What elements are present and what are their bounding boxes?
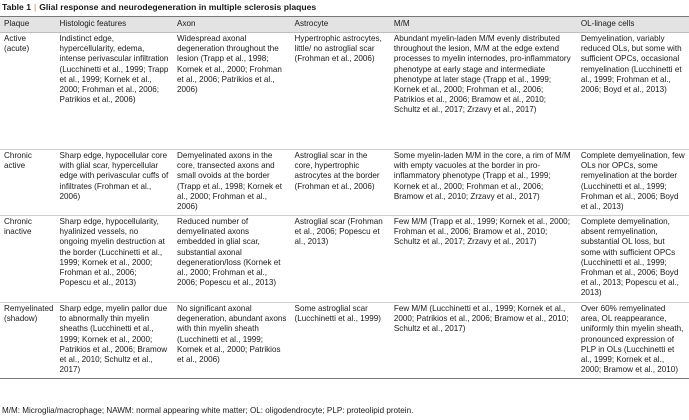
cell-histologic: Sharp edge, myelin pallor due to abnormally thin myelin sheaths (Lucchinetti et al., 1999; Kornek et al., 2000; Patrikios et al., 2006; Bramow et al., 2010; Schultz et al., 2017) (56, 303, 174, 379)
cell-astrocyte: Some astroglial scar (Lucchinetti et al., 1999) (291, 303, 390, 379)
table-caption (2, 2, 316, 13)
caption-separator: | (33, 2, 37, 12)
table-label: Table 1 (2, 2, 31, 12)
table-title: Glial response and neurodegeneration in multiple sclerosis plaques (39, 2, 317, 12)
cell-axon: Demyelinated axons in the core, transected axons and small ovoids at the border (Trapp et al., 1998; Kornek et al., 2000; Frohman et al., 2006) (173, 150, 291, 216)
cell-axon: Reduced number of demyelinated axons embedded in glial scar, substantial axonal degeneration/loss (Kornek et al., 2000; Frohman et al., 2006; Popescu et al., 2013) (173, 216, 291, 303)
cell-ol: Over 60% remyelinated area, OL reappearance, uniformly thin myelin sheath, pronounced expression of PLP in OLs (Lucchinetti et al., 1999; Kornek et al., 2000; Bramow et al., 2010) (577, 303, 689, 379)
cell-axon: No significant axonal degeneration, abundant axons with thin myelin sheath (Lucchinetti et al., 1999; Kornek et al., 2000; Patrikios et al., 2006) (173, 303, 291, 379)
table-row (0, 150, 689, 216)
cell-mm: Few M/M (Trapp et al., 1999; Kornek et al., 2000; Frohman et al., 2006; Bramow et al., 2010; Schultz et al., 2017; Zrzavy et al., 2017) (390, 216, 577, 303)
header-ol-lineage-cells: OL-linage cells (577, 17, 689, 33)
cell-histologic: Indistinct edge, hypercellularity, edema, intense perivascular infiltration (Lucchinetti et al., 1999; Trapp et al., 1999; Kornek et al., 2000; Frohman et al., 2006; Patrikios et al., 2006) (56, 33, 174, 150)
table-footnote: M/M: Microglia/macrophage; NAWM: normal appearing white matter; OL: oligodendrocyte; PLP: proteolipid protein. (2, 406, 414, 415)
header-plaque: Plaque (0, 17, 56, 33)
cell-plaque: Chronic inactive (0, 216, 56, 303)
table-row (0, 216, 689, 303)
header-axon: Axon (173, 17, 291, 33)
cell-astrocyte: Astroglial scar in the core, hypertrophic astrocytes at the border (Frohman et al., 2006) (291, 150, 390, 216)
cell-histologic: Sharp edge, hypocellularity, hyalinized vessels, no ongoing myelin destruction at the border (Lucchinetti et al., 1999; Kornek et al., 2000; Frohman et al., 2006; Popescu et al., 2013) (56, 216, 174, 303)
cell-ol: Demyelination, variably reduced OLs, but some with sufficient OPCs, occasional remyelination (Lucchinetti et al., 1999; Frohman et al., 2006; Boyd et al., 2013) (577, 33, 689, 150)
header-mm: M/M (390, 17, 577, 33)
plaques-table (0, 16, 689, 379)
cell-histologic: Sharp edge, hypocellular core with glial scar, hypercellular edge with perivascular cuffs of infiltrates (Frohman et al., 2006) (56, 150, 174, 216)
table-row (0, 303, 689, 379)
cell-ol: Complete demyelination, absent remyelination, substantial OL loss, but some with sufficient OPCs (Lucchinetti et al., 1999; Frohman et al., 2006; Boyd et al., 2013; Popescu et al., 2013) (577, 216, 689, 303)
cell-mm: Some myelin-laden M/M in the core, a rim of M/M with empty vacuoles at the border in pro-inflammatory phenotype (Trapp et al., 1999; Kornek et al., 2000; Frohman et al., 2006; Bramow et al., 2010; Zrzavy et al., 2017) (390, 150, 577, 216)
header-astrocyte: Astrocyte (291, 17, 390, 33)
table-header-row (0, 17, 689, 33)
cell-plaque: Active (acute) (0, 33, 56, 150)
cell-mm: Abundant myelin-laden M/M evenly distributed throughout the lesion, M/M at the edge extend processes to myelin internodes, pro-inflammatory phenotype at early stage and intermediate phenotype at later stage (Trapp et al., 1999; Kornek et al., 2000; Frohman et al., 2006; Patrikios et al., 2006; Bramow et al., 2010; Schultz et al., 2017; Zrzavy et al., 2017) (390, 33, 577, 150)
cell-axon: Widespread axonal degeneration throughout the lesion (Trapp et al., 1998; Kornek et al., 2000; Frohman et al., 2006; Patrikios et al., 2006) (173, 33, 291, 150)
cell-ol: Complete demyelination, few OLs nor OPCs, some remyelination at the border (Lucchinetti et al., 1999; Frohman et al., 2006; Boyd et al., 2013) (577, 150, 689, 216)
cell-astrocyte: Astroglial scar (Frohman et al., 2006; Popescu et al., 2013) (291, 216, 390, 303)
cell-mm: Few M/M (Lucchinetti et al., 1999; Kornek et al., 2000; Patrikios et al., 2006; Bramow et al., 2010; Schultz et al., 2017) (390, 303, 577, 379)
cell-astrocyte: Hypertrophic astrocytes, little/ no astroglial scar (Frohman et al., 2006) (291, 33, 390, 150)
header-histologic-features: Histologic features (56, 17, 174, 33)
cell-plaque: Chronic active (0, 150, 56, 216)
cell-plaque: Remyelinated (shadow) (0, 303, 56, 379)
table-row (0, 33, 689, 150)
